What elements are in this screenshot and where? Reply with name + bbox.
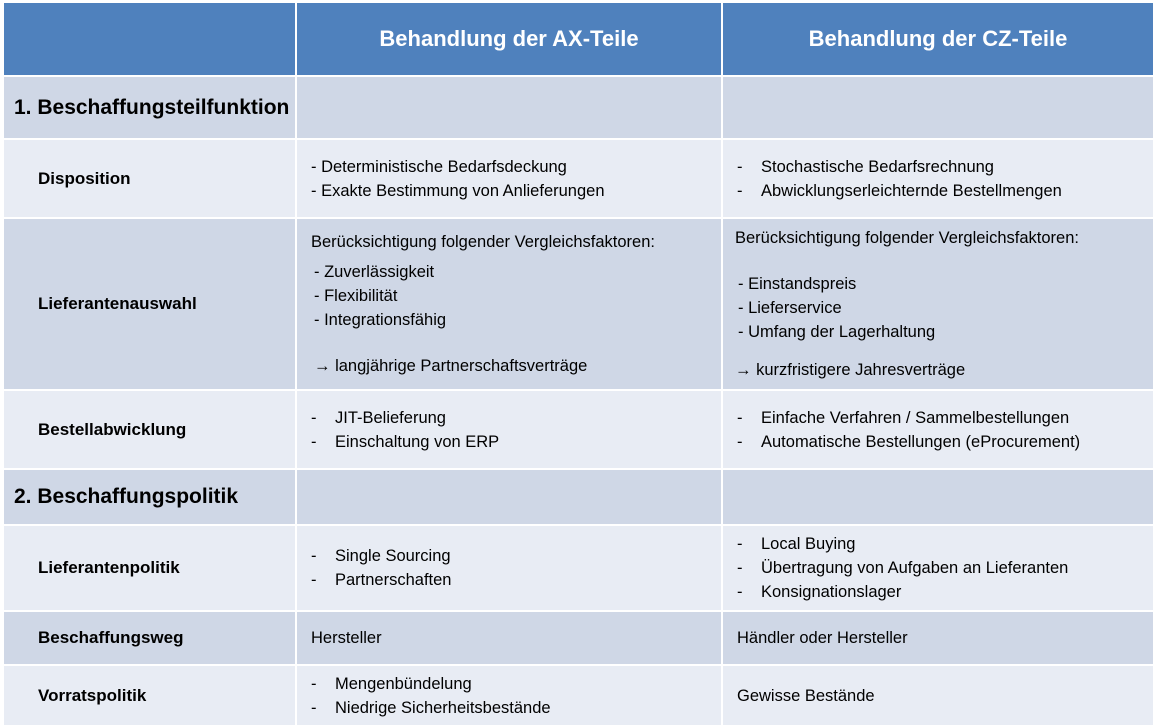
table-row: [3, 611, 1154, 665]
cz-cell: [722, 139, 1154, 218]
bullet-dash: -: [737, 535, 743, 553]
row-label: Beschaffungsweg: [3, 611, 296, 665]
cz-cell: [722, 611, 1154, 665]
list-item: Hersteller: [311, 629, 382, 647]
bullet-dash: -: [737, 432, 743, 451]
list-item: - Deterministische Bedarfsdeckung: [311, 157, 567, 176]
bullet-dash: -: [737, 157, 743, 176]
bullet-dash: -: [311, 571, 317, 589]
cz-cell: [722, 218, 1154, 390]
list-item: Local Buying: [761, 535, 856, 553]
row-label: Lieferantenpolitik: [3, 525, 296, 611]
bullet-dash: -: [737, 559, 743, 577]
list-item: Gewisse Bestände: [737, 686, 875, 705]
empty-cell: [296, 76, 722, 139]
list-item: Übertragung von Aufgaben an Lieferanten: [761, 559, 1069, 577]
ax-cell: [296, 139, 722, 218]
empty-cell: [722, 469, 1154, 525]
list-item: - Lieferservice: [738, 299, 842, 317]
table-row: [3, 390, 1154, 469]
bullet-dash: -: [311, 408, 317, 427]
bullet-dash: -: [311, 547, 317, 565]
intro-text: Berücksichtigung folgender Vergleichsfaktoren:: [735, 229, 1079, 247]
header-ax: Behandlung der AX-Teile: [296, 2, 722, 76]
cz-cell: [722, 665, 1154, 726]
list-item: Partnerschaften: [335, 571, 452, 589]
cz-cell: [722, 390, 1154, 469]
cz-cell: [722, 525, 1154, 611]
list-item: Händler oder Hersteller: [737, 629, 908, 647]
section-row: [3, 76, 1154, 139]
table-row: [3, 218, 1154, 390]
list-item: JIT-Belieferung: [335, 408, 446, 427]
list-item: - Flexibilität: [314, 287, 398, 305]
list-item: Einfache Verfahren / Sammelbestellungen: [761, 408, 1070, 427]
bullet-dash: -: [737, 583, 743, 601]
section-title: 1. Beschaffungsteilfunktion: [3, 76, 296, 139]
row-label: Bestellabwicklung: [3, 390, 296, 469]
result-text: → kurzfristigere Jahresverträge: [735, 361, 966, 379]
row-label: Vorratspolitik: [3, 665, 296, 726]
list-item: Konsignationslager: [761, 583, 902, 601]
row-label: Disposition: [3, 139, 296, 218]
ax-cell: [296, 525, 722, 611]
list-item: Stochastische Bedarfsrechnung: [761, 157, 994, 176]
list-item: Einschaltung von ERP: [335, 432, 500, 451]
ax-cell: [296, 611, 722, 665]
bullet-dash: -: [311, 432, 317, 451]
ax-cell: [296, 665, 722, 726]
row-label: Lieferantenauswahl: [3, 218, 296, 390]
empty-cell: [296, 469, 722, 525]
list-item: Automatische Bestellungen (eProcurement): [761, 432, 1081, 451]
ax-cell: [296, 218, 722, 390]
table-row: [3, 525, 1154, 611]
header-empty-cell: [3, 2, 296, 76]
list-item: Mengenbündelung: [335, 674, 472, 693]
list-item: Niedrige Sicherheitsbestände: [335, 698, 551, 717]
list-item: - Einstandspreis: [738, 275, 857, 293]
header-cz: Behandlung der CZ-Teile: [722, 2, 1154, 76]
section-title: 2. Beschaffungspolitik: [3, 469, 296, 525]
bullet-dash: -: [311, 674, 317, 693]
comparison-table: [2, 1, 1155, 727]
table-row: [3, 139, 1154, 218]
bullet-dash: -: [737, 408, 743, 427]
intro-text: Berücksichtigung folgender Vergleichsfaktoren:: [311, 233, 655, 251]
list-item: - Zuverlässigkeit: [314, 263, 435, 281]
list-item: Single Sourcing: [335, 547, 451, 565]
empty-cell: [722, 76, 1154, 139]
list-item: - Exakte Bestimmung von Anlieferungen: [311, 181, 605, 200]
bullet-dash: -: [737, 181, 743, 200]
list-item: Abwicklungserleichternde Bestellmengen: [761, 181, 1062, 200]
table-row: [3, 665, 1154, 726]
list-item: - Umfang der Lagerhaltung: [738, 323, 936, 341]
section-row: [3, 469, 1154, 525]
list-item: - Integrationsfähig: [314, 311, 447, 329]
ax-cell: [296, 390, 722, 469]
bullet-dash: -: [311, 698, 317, 717]
header-row: [3, 2, 1154, 76]
result-text: → langjährige Partnerschaftsverträge: [314, 357, 588, 375]
